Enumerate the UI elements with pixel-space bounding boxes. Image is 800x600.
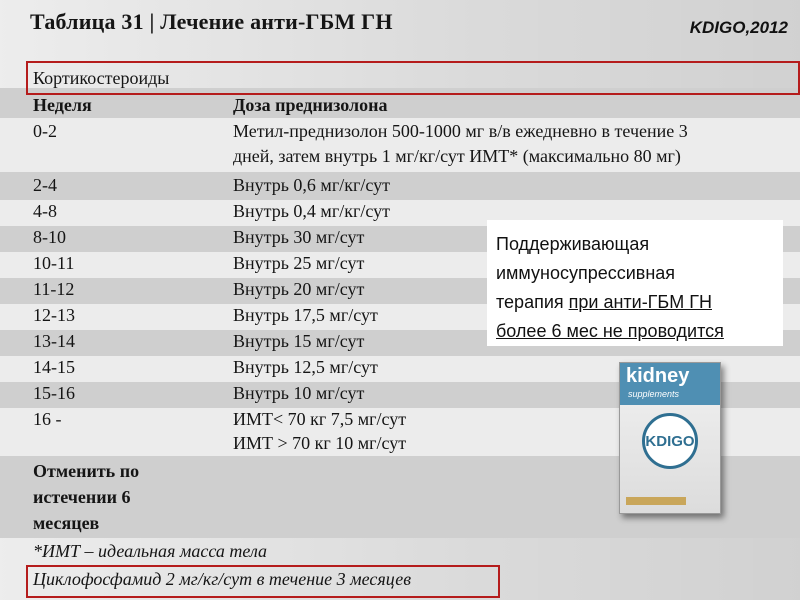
- dose-cell: Внутрь 20 мг/сут: [233, 279, 365, 299]
- kidney-supplements-cover-image: [619, 362, 721, 514]
- stop-note: истечении 6: [33, 487, 131, 507]
- week-cell: 14-15: [33, 357, 75, 377]
- dose-cell: Метил-преднизолон 500-1000 мг в/в ежедневно в течение 3: [233, 121, 688, 141]
- week-cell: 11-12: [33, 279, 75, 299]
- dose-cell: Внутрь 0,4 мг/кг/сут: [233, 201, 390, 221]
- week-cell: 4-8: [33, 201, 57, 221]
- callout-line: Поддерживающая: [496, 234, 650, 254]
- callout-text: терапия: [496, 292, 569, 312]
- cover-title: kidney: [626, 365, 690, 387]
- callout-underlined-text: при анти-ГБМ ГН: [568, 292, 712, 312]
- dose-cell: ИМТ > 70 кг 10 мг/сут: [233, 433, 407, 453]
- dose-cell: дней, затем внутрь 1 мг/кг/сут ИМТ* (максимально 80 мг): [233, 146, 681, 166]
- dose-cell: Внутрь 10 мг/сут: [233, 383, 365, 403]
- dose-cell: Внутрь 15 мг/сут: [233, 331, 365, 351]
- foundation-logo: [626, 497, 686, 505]
- callout-line: иммуносупрессивная: [496, 263, 676, 283]
- footnote: *ИМТ – идеальная масса тела: [33, 541, 268, 561]
- kdigo-logo-text: KDIGO: [645, 433, 695, 450]
- stop-note: Отменить по: [33, 461, 140, 481]
- dose-cell: ИМТ< 70 кг 7,5 мг/сут: [233, 409, 407, 429]
- source-label: KDIGO,2012: [689, 18, 788, 37]
- cyclophosphamide-note: Циклофосфамид 2 мг/кг/сут в течение 3 месяцев: [33, 569, 412, 589]
- kdigo-logo: [642, 413, 698, 469]
- dose-cell: Внутрь 0,6 мг/кг/сут: [233, 175, 390, 195]
- week-cell: 15-16: [33, 383, 75, 403]
- week-cell: 10-11: [33, 253, 75, 273]
- section-header: Кортикостероиды: [33, 68, 170, 88]
- table-title: Таблица 31 | Лечение анти-ГБМ ГН: [30, 9, 393, 34]
- week-cell: 8-10: [33, 227, 66, 247]
- column-header-dose: Доза преднизолона: [233, 95, 388, 115]
- cover-subtitle: supplements: [628, 389, 680, 399]
- stop-note: месяцев: [33, 513, 100, 533]
- dose-cell: Внутрь 17,5 мг/сут: [233, 305, 378, 325]
- maintenance-therapy-callout: [487, 220, 783, 346]
- week-cell: 2-4: [33, 175, 57, 195]
- column-header-week: Неделя: [33, 95, 92, 115]
- dose-cell: Внутрь 25 мг/сут: [233, 253, 365, 273]
- week-cell: 16 -: [33, 409, 62, 429]
- week-cell: 12-13: [33, 305, 75, 325]
- dose-cell: Внутрь 12,5 мг/сут: [233, 357, 378, 377]
- week-cell: 0-2: [33, 121, 57, 141]
- week-cell: 13-14: [33, 331, 75, 351]
- callout-line: более 6 мес не проводится: [496, 321, 724, 341]
- cover-banner: [620, 363, 720, 405]
- dose-cell: Внутрь 30 мг/сут: [233, 227, 365, 247]
- row-band: [0, 172, 800, 200]
- callout-line: [496, 288, 773, 317]
